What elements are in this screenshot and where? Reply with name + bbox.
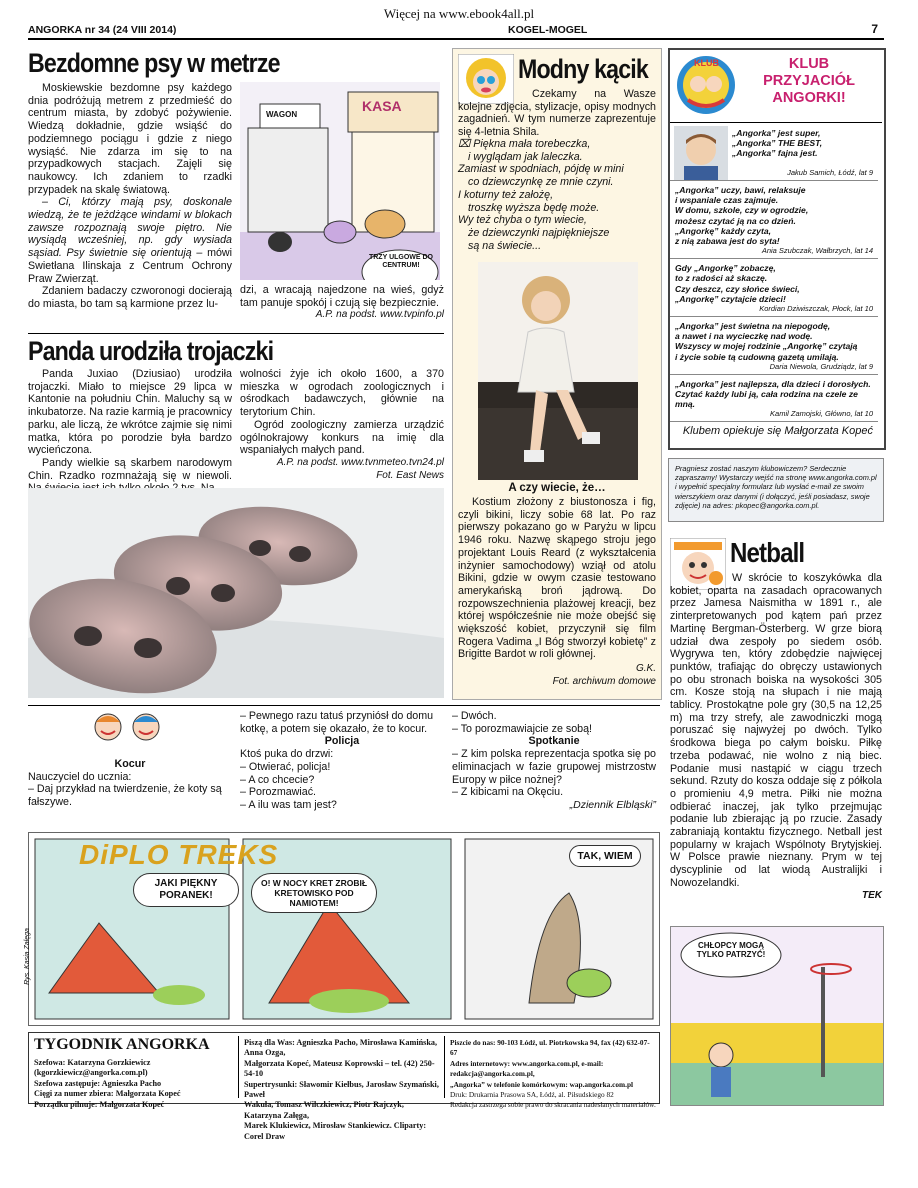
paragraph: wolności żyje ich około 1600, a 370 mieszka w ogrodach zoologicznych i ośrodkach badawczych, głównie na terytorium Chin. [240,368,444,419]
photo-credit: Fot. East News [376,469,444,481]
author: TEK [862,889,882,901]
club-title [740,56,878,107]
masthead-line: Szefowa: Katarzyna Gorzkiewicz (kgorzkiewicz@angorka.com.pl) [34,1058,151,1078]
joke-title: Spotkanie [528,735,580,748]
masthead-col2 [244,1038,440,1142]
section-label: KOGEL-MOGEL [508,24,588,36]
poem-line: troszkę wyższa będę może. [468,201,600,214]
masthead-line: Redakcja zastrzega sobie prawo do skracania nadesłanych materiałów. [450,1100,656,1110]
joke-spotkanie [452,710,656,812]
masthead-line: Marek Klukiewicz, Mirosław Stankiewicz. Cliparty: Corel Draw [244,1121,427,1141]
club-entry-signature: Kamil Zamojski, Główno, lat 10 [770,409,873,419]
comic-strip [23,832,660,1026]
joke-line: – Porozmawiać. [240,786,317,799]
quote-text: – Ci, którzy mają psy, doskonale wiedzą, że te jeżdżące windami w blokach zawsze rozpoznają swoje piętro. Nie wysiądą wcześniej, np. gdy wysiada sąsiad. Psy świetnie się orientują [28,196,232,260]
paragraph: Pandy wielkie są skarbem narodowym Chin. Rzadko rozmnażają się w niewoli. [28,456,232,482]
divider [28,333,444,334]
masthead-line: Porządku pilnuje: Małgorzata Kopeć [34,1099,165,1109]
masthead-line: Piszą dla Was: Agnieszka Pacho, Mirosława Kamińska, Anna Ozga, [244,1038,438,1058]
club-entry [670,259,878,317]
joke-line: – Otwierać, policja! [240,760,331,773]
quote-attribution: – mówi Swietłana Ilinskaja z Centrum Ochrony Praw Zwierząt. [28,247,233,285]
divider [444,1036,445,1098]
cartoon-bubble: TRZY ULGOWE DO CENTRUM! [368,254,434,269]
joke-line: – A ilu was tam jest? [240,798,337,811]
club-logo-text: KLUB [694,58,719,68]
article-dogs-col2 [240,284,444,322]
paragraph: Zdaniem badaczy czworonogi docierają do miasta, bo tam są karmione przez lu- [28,285,232,310]
club-entry-text: Gdy „Angorkę” zobaczę, to z radości aż skaczę. Czy deszcz, czy słońce świeci, „Angorkę” czytajcie dzieci! [675,263,800,304]
poem-line: są na świecie... [468,239,542,252]
poem-line: i wyglądam jak laleczka. [468,150,583,163]
joke-line: – Pewnego razu tatuś przyniósł do domu kotkę, a potem się okazało, że to kocur. [240,710,434,735]
paragraph: Czekamy na Wasze kolejne zdjęcia, stylizacje, opisy modnych zagadnień. W tym numerze zaprezentuje się 4-letnia Shila. [458,88,656,139]
club-entries [670,168,878,440]
divider [238,1036,239,1098]
masthead-title: TYGODNIK ANGORKA [34,1036,210,1053]
poem-line: I koturny też założę, [458,188,554,201]
poem-line: ⌧ Piękna mała torebeczka, [458,138,591,150]
club-invite-box [668,458,884,522]
fashion-intro [458,88,656,139]
masthead-col1 [34,1058,234,1110]
paragraph: W skrócie to koszykówka dla kobiet, oparta na zasadach opracowanych przez Jamesa Naismitha w 1891 r., ale zinterpretowanych pod kątem pań przez Martinę Bergman-Österberg. W grze biorą udział dwa zespoły po siedem osób. Wygrywa ten, który zdobędzie najwięcej punktów, trafiając do obręczy ustawionych po obu stronach boiska na wysokości 305 cm. Kosze stoją na słupach i nie mają tablicy. Prostokątne pole gry (30,5 na 12,25 m) ma trzy strefy, ale zawodniczki mogą poruszać się najwyżej po dwóch. Tylko środkowa biega po całym boisku. Piłkę trzeba podawać, nie wolno z nią biec. Podanie musi nastąpić w ciągu trzech sekund. Rzuty do kosza oddaje się z półkola o promieniu 4,9 metra. Piłki nie można odbierać inaczej, jak tylko przejmując podanie lub zbierając ją po rzucie. Zasady zabraniają kontaktu fizycznego. Netball jest popularny w krajach Wspólnoty Brytyjskiej. W Polsce prawie nieznany. Prym w tej dyscyplinie od lat wiodą Australijki i Nowozelandki. [670,572,882,889]
club-invite-text: Pragniesz zostać naszym klubowiczem? Serdecznie zapraszamy! Wystarczy wejść na stronę www.angorka.com.pl i wypełnić specjalny formularz lub wysłać e-mail ze swoim wierszykiem oraz danymi (i dołączyć, jeśli posiadasz, swoje zdjęcie) na adres: pkopec@angorka.com.pl. [675,464,877,510]
paragraph: Kostium złożony z biustonosza i fig, czyli bikini, liczy sobie 68 lat. Po raz pierwszy pokazano go w Paryżu w lipcu 1946 roku. Nazwę skąpego stroju jego projektant Louis Reard (z wykształcenia inżynier samochodowy) wziął od atolu Bikini, gdzie w owym czasie testowano amerykańską broń jądrową. Do rozpowszechnienia plażowej kreacji, bez której współcześnie nie może obejść się większość kobiet, przyczynił się film Rogera Vadima „I Bóg stworzył kobietę” z Brigitte Bardot w roli głównej. [458,496,656,661]
club-title-line: ANGORKI! [772,90,846,106]
netball-title-wrap [730,538,880,568]
photo-credit: Fot. archiwum domowe [552,675,656,687]
joke-line: Ktoś puka do drzwi: [240,748,334,761]
poem-line: że dziewczynki najpiękniejsze [468,226,610,239]
joke-line: – A co chcecie? [240,773,315,786]
jokes-icon [88,712,166,742]
masthead-line: Piszcie do nas: 90-103 Łódź, ul. Piotrkowska 94, fax (42) 632-07-67 [450,1038,650,1058]
joke-line: Nauczyciel do ucznia: [28,770,132,783]
club-entry-text: „Angorka” jest świetna na niepogodę, a nawet i na wycieczkę nad wodę. Wszyscy w mojej rodzinie „Angorkę” czytają i życie sobie tą cudowną gazetą umilają. [675,321,858,362]
club-title-line: PRZYJACIÓŁ [763,73,855,89]
girl-photo [478,262,638,480]
club-entry [670,375,878,423]
kasa-sign: KASA [362,98,402,114]
top-banner: Więcej na www.ebook4all.pl [383,6,535,21]
joke-title: Kocur [114,758,146,770]
paragraph: Ogród zoologiczny zamierza urządzić ogólnokrajowy konkurs na imię dla wspaniałych małych pand. [240,418,444,457]
joke-line: – Dwóch. [452,710,497,722]
masthead-line: Druk: Drukarnia Prasowa SA, Łódź, al. Piłsudskiego 82 [450,1090,614,1100]
dogs-cartoon [240,82,440,280]
comic-title: DiPLO TREKS [79,839,279,870]
issue-label: ANGORKA nr 34 (24 VIII 2014) [28,24,177,36]
fashion-title: Modny kącik [518,54,648,84]
masthead-col3 [450,1038,656,1111]
fashion-title-wrap [518,54,658,84]
club-entry [670,317,878,375]
paragraph: Panda Juxiao (Dziusiao) urodziła trojaczki. Miało to miejsce 29 lipca w Kantonie na południu Chin. Maluchy są w inkubatorze. Na razie karmią je pracownicy parku, ale liczą, że wkrótce zajmie się nimi matka, która po porodzie była bardzo wycieńczona. [28,368,232,457]
club-entry [670,181,878,259]
joke-line: – Z kibicami na Okęciu. [452,786,564,799]
article-panda-col2 [240,368,444,482]
comic-credit: Rys. Kasia Załęga [23,928,31,985]
poem-line: Zamiast w spodniach, pójdę w mini [458,163,624,176]
article-panda-col1 [28,368,232,495]
page-number: 7 [871,22,878,36]
masthead-line: Szefowa zastępuje: Agnieszka Pacho [34,1078,162,1088]
masthead-line: Małgorzata Kopeć, Mateusz Koprowski – tel. (42) 250-54-10 [244,1058,435,1079]
joke-title: Policja [324,735,360,748]
article-source: A.P. na podst. www.tvnmeteo.tvn24.pl [276,456,444,468]
comic-bubble-2: O! W NOCY KRET ZROBIŁ KRETOWISKO POD NAMIOTEM! [251,873,377,913]
divider [670,122,882,123]
fashion-poem [458,138,656,252]
panda-cubs-photo [28,488,444,698]
author: G.K. [635,663,656,675]
club-entry-signature: Daria Niewola, Grudziądz, lat 9 [769,361,873,371]
paragraph: Moskiewskie bezdomne psy każdego dnia podróżują metrem z przedmieść do centrum miasta, by zdobyć pożywienie. Wiedzą dokładnie, gdzie wsiąść do podziemnego pociągu i gdzie z niego wysiąść. Nie zdarza im się to na przypadkowych stacjach. Zajęli się naukowcy. Ich zdaniem to rzadki przypadek na skalę światową. [28,82,232,196]
netball-title: Netball [730,537,805,568]
joke-line: – To porozmawiajcie ze sobą! [452,722,593,735]
joke-line: – Z kim polska reprezentacja spotka się po eliminacjach w fazie grupowej mistrzostw Europy w piłce nożnej? [452,748,656,786]
club-entry-signature: Kordian Dziwiszczak, Płock, lat 10 [759,304,873,314]
joke-line: – Daj przykład na twierdzenie, że koty są fałszywe. [28,783,222,809]
netball-cartoon [670,926,884,1106]
club-footer: Klubem opiekuje się Małgorzata Kopeć [682,425,873,438]
comic-bubble-3: TAK, WIEM [569,845,641,867]
masthead-line: Supertrysunki: Sławomir Kiełbus, Jarosław Szymański, Paweł [244,1079,439,1100]
poem-line: co dziewczynkę ze mnie czyni. [468,176,614,189]
did-you-know-text [458,496,656,689]
article-panda [28,336,448,366]
masthead-line: „Angorka” w telefonie komórkowym: wap.angorka.com.pl [450,1079,634,1089]
cartoon-bubble: CHŁOPCY MOGĄ TYLKO PATRZYĆ! [696,941,766,959]
divider [28,705,660,706]
joke-policja [240,710,444,812]
club-entry-signature: Ania Szubczak, Wałbrzych, lat 14 [761,246,873,256]
article-dogs-col1 [28,82,232,311]
article-title: Panda urodziła trojaczki [28,336,274,366]
page-header [28,24,884,40]
article-source: A.P. na podst. www.tvpinfo.pl [315,309,444,321]
club-title-line: KLUB [788,56,830,72]
paragraph: dzi, a wracają najedzone na wieś, gdyż tam panuje spokój i czują się bezpiecznie. [240,284,444,309]
article-dogs [28,48,448,78]
joke-kocur [28,758,232,809]
wagon-sign: WAGON [266,110,298,119]
masthead-line: Cięgi za numer zbiera: Małgorzata Kopeć [34,1089,181,1099]
masthead-line: Wakuła, Tomasz Wilczkiewicz, Piotr Rajczyk, Katarzyna Załęga, [244,1100,404,1120]
joke-source: „Dziennik Elbląski” [569,798,656,811]
club-entry-text: „Angorka” jest super, „Angorka” THE BEST, „Angorka” fajna jest. [732,128,823,159]
club-entry-text: „Angorka” jest najlepsza, dla dzieci i dorosłych. Czytać każdy lubi ją, cała rodzina na czele ze mną. [675,378,871,410]
club-entry-signature: Jakub Samich, Łódź, lat 9 [787,168,873,177]
netball-text [670,572,882,902]
article-title: Bezdomne psy w metrze [28,48,280,78]
club-logo [674,54,738,116]
did-you-know-title: A czy wiecie, że… [508,482,606,494]
masthead-line: Adres internetowy: www.angorka.com.pl, e-mail: redakcja@angorka.com.pl, [450,1058,604,1079]
comic-bubble-1: JAKI PIĘKNY PORANEK! [133,873,239,907]
club-entry-text: „Angorka” uczy, bawi, relaksuje i wspaniale czas zajmuje. W domu, szkole, czy w ogrodzie, możesz czytać ją na co dzień. „Angorkę” każdy czyta, z nią zabawa jest do syta! [675,185,809,247]
poem-line: Wy też chyba o tym wiecie, [458,214,587,227]
